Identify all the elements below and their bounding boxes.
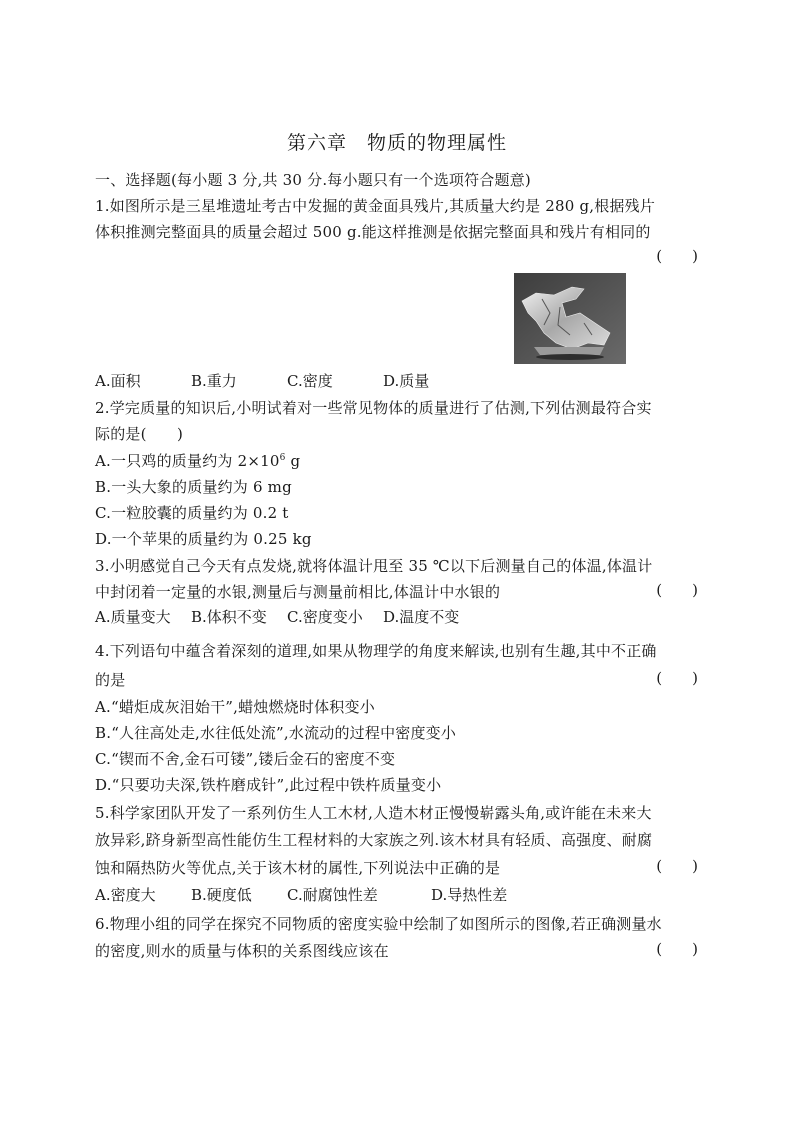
golden-mask-fragment-image [514, 273, 626, 364]
q3-option-c: C.密度变小 [287, 608, 363, 626]
q5-answer-blank: ( ) [656, 857, 698, 875]
q5-line2: 放异彩,跻身新型高性能仿生工程材料的大家族之列.该木材具有轻质、高强度、耐腐 [95, 831, 653, 849]
q6-line2: 的密度,则水的质量与体积的关系图线应该在 [95, 942, 389, 960]
q2-option-b: B.一头大象的质量约为 6 mg [95, 478, 292, 496]
q1-line2: 体积推测完整面具的质量会超过 500 g.能这样推测是依据完整面具和残片有相同的 [95, 223, 651, 241]
q1-line1: 1.如图所示是三星堆遗址考古中发掘的黄金面具残片,其质量大约是 280 g,根据残片 [95, 197, 656, 215]
q1-answer-blank: ( ) [656, 247, 698, 265]
q6-answer-blank: ( ) [656, 940, 698, 958]
q1-option-c: C.密度 [287, 372, 333, 390]
q5-line3: 蚀和隔热防火等优点,关于该木材的属性,下列说法中正确的是 [95, 859, 501, 877]
q4-option-b: B.“人往高处走,水往低处流”,水流动的过程中密度变小 [95, 724, 457, 742]
q5-option-b: B.硬度低 [191, 886, 252, 904]
q4-line2: 的是 [95, 671, 126, 689]
q4-option-a: A.“蜡炬成灰泪始干”,蜡烛燃烧时体积变小 [95, 698, 375, 716]
page-title: 第六章 物质的物理属性 [286, 132, 507, 154]
q1-option-d: D.质量 [383, 372, 430, 390]
q5-option-c: C.耐腐蚀性差 [287, 886, 378, 904]
q1-option-a: A.面积 [95, 372, 141, 390]
section-heading: 一、选择题(每小题 3 分,共 30 分.每小题只有一个选项符合题意) [95, 171, 531, 189]
q3-option-a: A.质量变大 [95, 608, 171, 626]
q4-option-d: D.“只要功夫深,铁杵磨成针”,此过程中铁杵质量变小 [95, 776, 442, 794]
q3-answer-blank: ( ) [656, 581, 698, 599]
q2-option-d: D.一个苹果的质量约为 0.25 kg [95, 530, 312, 548]
q5-option-d: D.导热性差 [431, 886, 508, 904]
q3-option-b: B.体积不变 [191, 608, 267, 626]
q2-option-c: C.一粒胶囊的质量约为 0.2 t [95, 504, 289, 522]
q5-line1: 5.科学家团队开发了一系列仿生人工木材,人造木材正慢慢崭露头角,或许能在未来大 [95, 804, 652, 822]
q4-answer-blank: ( ) [656, 669, 698, 687]
q3-option-d: D.温度不变 [383, 608, 460, 626]
q5-option-a: A.密度大 [95, 886, 156, 904]
q4-line1: 4.下列语句中蕴含着深刻的道理,如果从物理学的角度来解读,也别有生趣,其中不正确 [95, 642, 657, 660]
q2-line2: 际的是( ) [95, 425, 184, 443]
q3-line2: 中封闭着一定量的水银,测量后与测量前相比,体温计中水银的 [95, 583, 501, 601]
q2-line1: 2.学完质量的知识后,小明试着对一些常见物体的质量进行了估测,下列估测最符合实 [95, 399, 652, 417]
q6-line1: 6.物理小组的同学在探究不同物质的密度实验中绘制了如图所示的图像,若正确测量水 [95, 915, 662, 933]
q1-option-b: B.重力 [191, 372, 237, 390]
q2-option-a: A.一只鸡的质量约为 $2\times 10^6$ g [95, 452, 301, 470]
q4-option-c: C.“锲而不舍,金石可镂”,镂后金石的密度不变 [95, 750, 396, 768]
q3-line1: 3.小明感觉自己今天有点发烧,就将体温计甩至 35 ℃以下后测量自己的体温,体温计 [95, 557, 653, 575]
